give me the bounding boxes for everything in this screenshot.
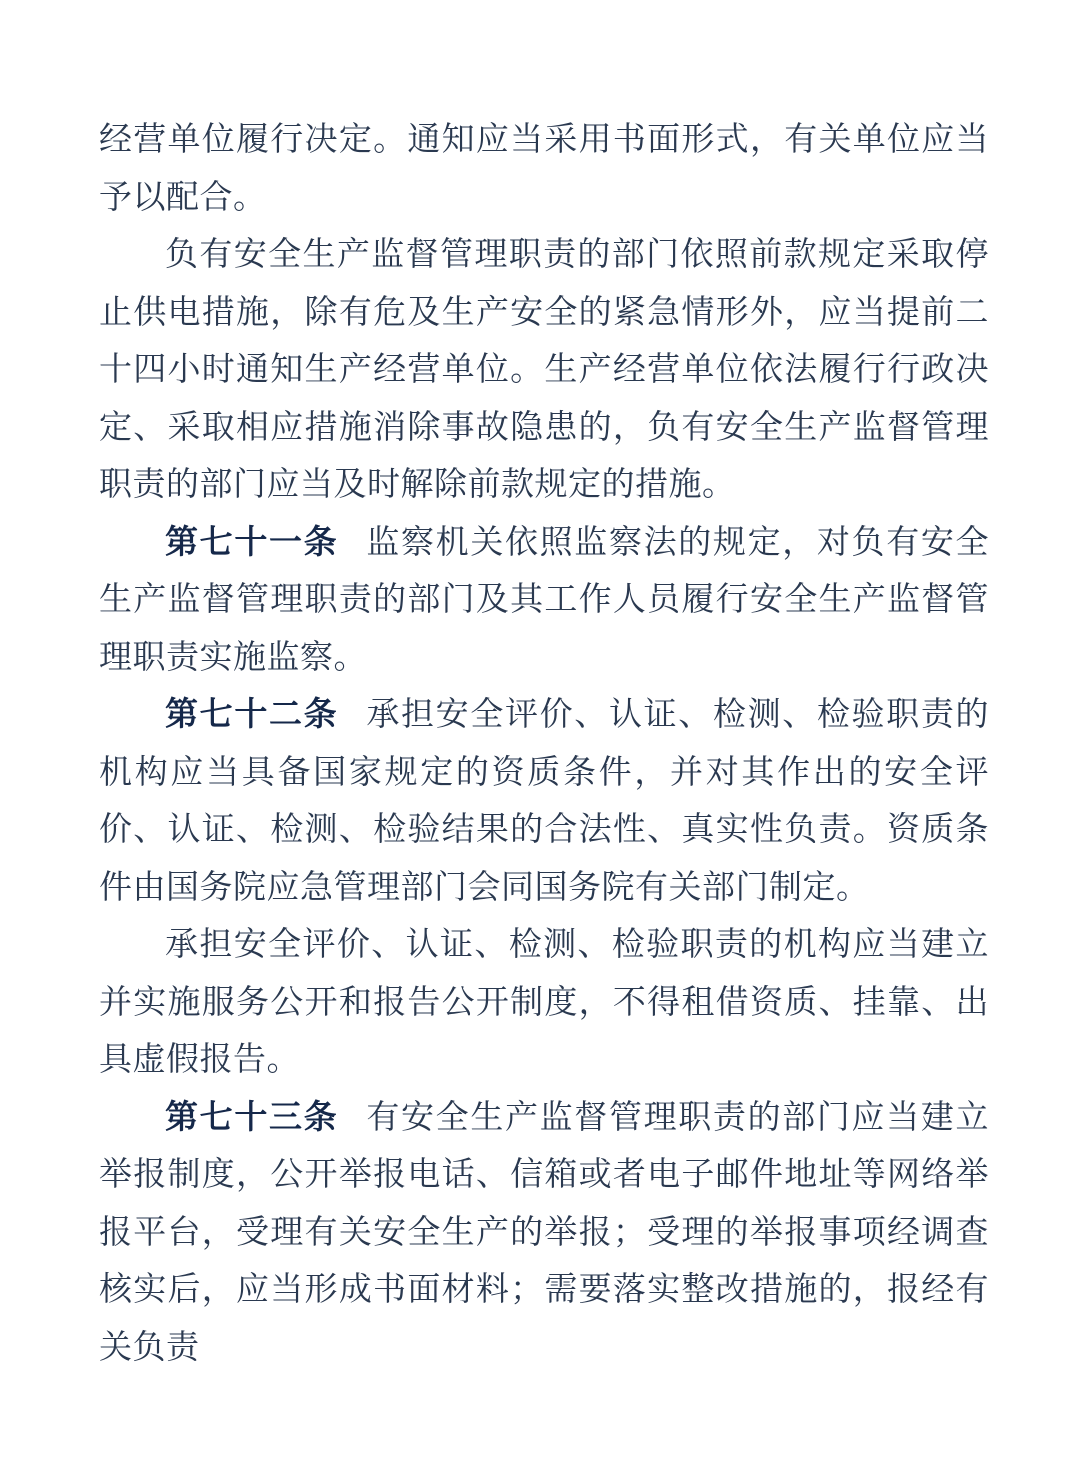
article-text: 有安全生产监督管理职责的部门应当建立举报制度，公开举报电话、信箱或者电子邮件地址等网络举报平台，受理有关安全生产的举报；受理的举报事项经调查核实后，应当形成书面材料；需要落实整改措施的，报经有关负责 <box>99 1096 990 1366</box>
paragraph-article-72 <box>99 685 989 915</box>
article-text: 监察机关依照监察法的规定，对负有安全生产监督管理职责的部门及其工作人员履行安全生产监督管理职责实施监察。 <box>99 521 990 676</box>
article-number-72: 第七十二条 <box>165 694 339 733</box>
paragraph-article-73 <box>99 1088 989 1376</box>
document-body <box>99 110 989 1375</box>
paragraph: 承担安全评价、认证、检测、检验职责的机构应当建立并实施服务公开和报告公开制度，不得租借资质、挂靠、出具虚假报告。 <box>99 924 989 1078</box>
article-text: 承担安全评价、认证、检测、检验职责的机构应当具备国家规定的资质条件，并对其作出的安全评价、认证、检测、检验结果的合法性、真实性负责。资质条件由国务院应急管理部门会同国务院有关部门制定。 <box>99 694 990 906</box>
paragraph-continuation: 经营单位履行决定。通知应当采用书面形式，有关单位应当予以配合。 <box>99 119 989 216</box>
article-number-71: 第七十一条 <box>165 521 339 561</box>
paragraph-article-71 <box>99 513 989 686</box>
paragraph: 负有安全生产监督管理职责的部门依照前款规定采取停止供电措施，除有危及生产安全的紧急情形外，应当提前二十四小时通知生产经营单位。生产经营单位依法履行行政决定、采取相应措施消除事故隐患的，负有安全生产监督管理职责的部门应当及时解除前款规定的措施。 <box>99 234 989 503</box>
article-number-73: 第七十三条 <box>165 1096 339 1136</box>
